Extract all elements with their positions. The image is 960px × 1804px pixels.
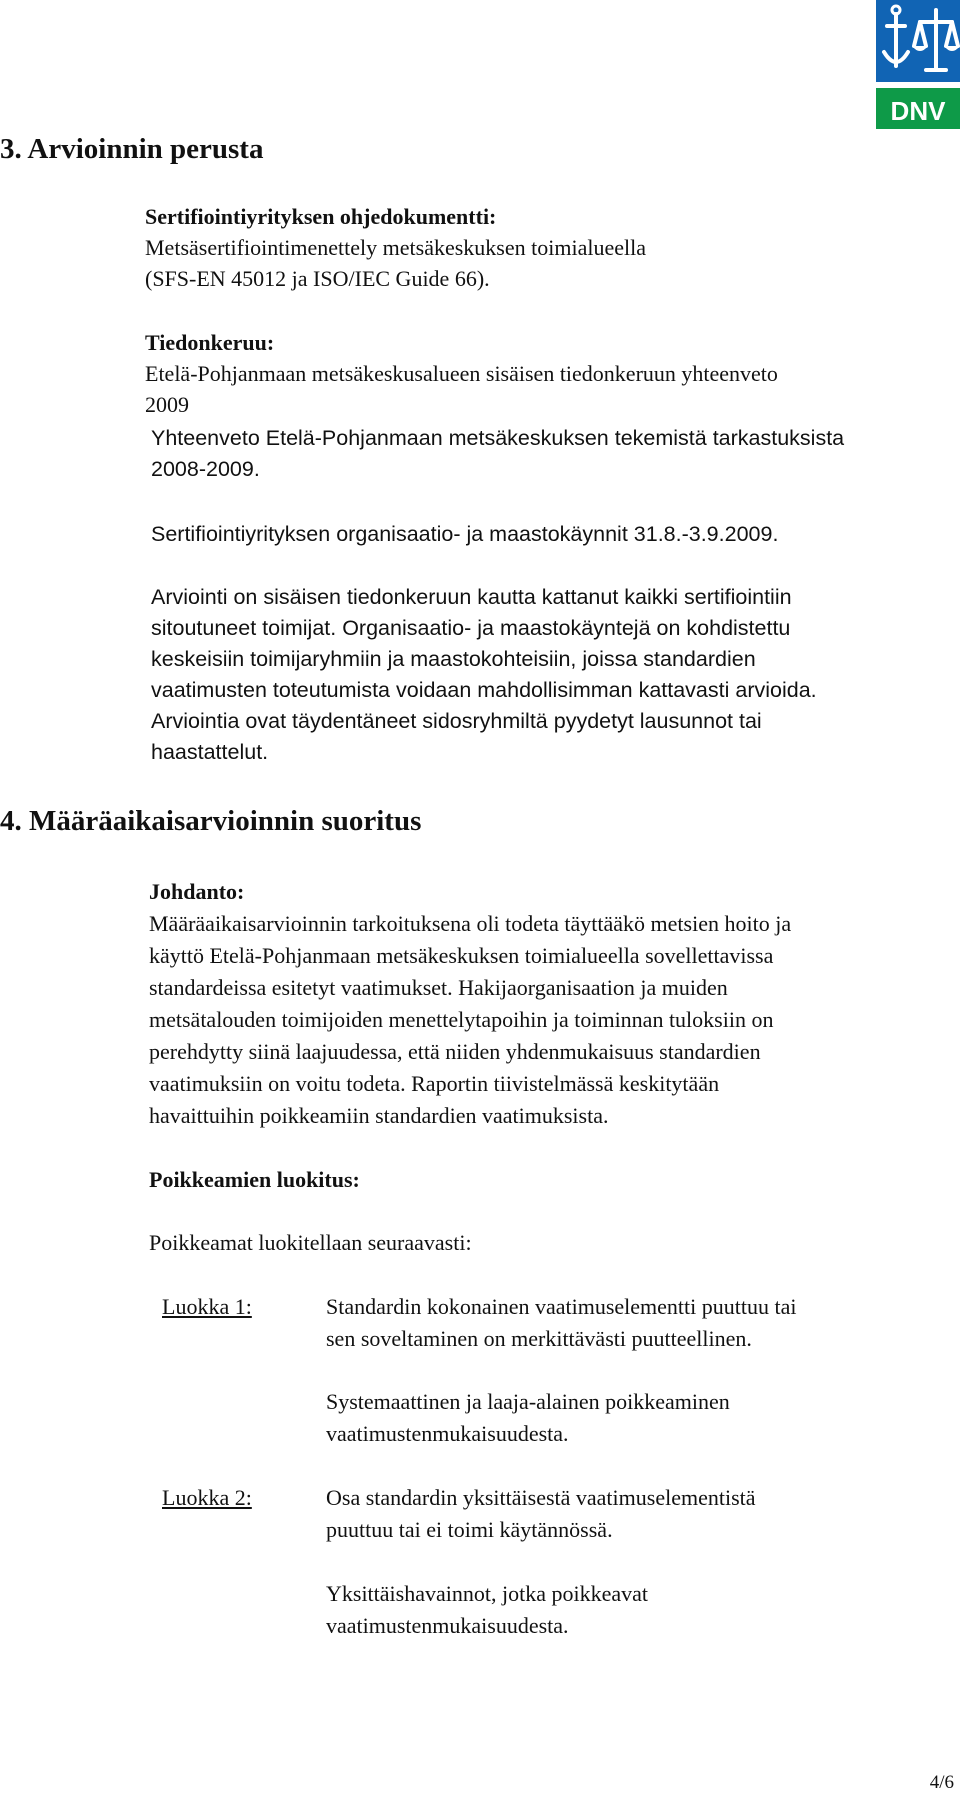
class-2-desc-line: Yksittäishavainnot, jotka poikkeavat — [326, 1581, 648, 1606]
class-2-desc-line: puuttuu tai ei toimi käytännössä. — [326, 1517, 613, 1542]
class-1-desc-line: Systemaattinen ja laaja-alainen poikkeaminen — [326, 1389, 730, 1414]
assessment-line: Arviointia ovat täydentäneet sidosryhmiltä pyydetyt lausunnot tai — [151, 709, 762, 733]
intro-line: perehdytty siinä laajuudessa, että niiden yhdenmukaisuus standardien — [149, 1039, 761, 1064]
intro-line: havaittuihin poikkeamiin standardien vaatimuksista. — [149, 1103, 609, 1128]
guide-line: (SFS-EN 45012 ja ISO/IEC Guide 66). — [145, 266, 490, 291]
visits-line: Sertifiointiyrityksen organisaatio- ja maastokäynnit 31.8.-3.9.2009. — [151, 522, 779, 546]
collection-label: Tiedonkeruu: — [145, 330, 275, 355]
assessment-line: vaatimusten toteutumista voidaan mahdollisimman kattavasti arvioida. — [151, 678, 817, 702]
collection-line: Yhteenveto Etelä-Pohjanmaan metsäkeskuksen tekemistä tarkastuksista — [151, 426, 845, 450]
collection-line: 2009 — [145, 392, 189, 417]
class-2-name: Luokka 2: — [162, 1485, 252, 1510]
dnv-logo — [876, 0, 960, 129]
class-1-desc-line: sen soveltaminen on merkittävästi puutteellinen. — [326, 1326, 752, 1351]
collection-line: Etelä-Pohjanmaan metsäkeskusalueen sisäisen tiedonkeruun yhteenveto — [145, 361, 778, 386]
intro-label: Johdanto: — [149, 879, 245, 904]
assessment-line: sitoutuneet toimijat. Organisaatio- ja maastokäyntejä on kohdistettu — [151, 616, 791, 640]
intro-line: standardeissa esitetyt vaatimukset. Hakijaorganisaation ja muiden — [149, 975, 728, 1000]
class-1-desc-line: vaatimustenmukaisuudesta. — [326, 1421, 569, 1446]
classification-intro: Poikkeamat luokitellaan seuraavasti: — [149, 1230, 472, 1255]
intro-line: käyttö Etelä-Pohjanmaan metsäkeskuksen toimialueella sovellettavissa — [149, 943, 774, 968]
section-4-heading: 4. Määräaikaisarvioinnin suoritus — [0, 805, 422, 837]
class-2-desc-line: Osa standardin yksittäisestä vaatimuselementistä — [326, 1485, 756, 1510]
intro-line: vaatimuksiin on voitu todeta. Raportin tiivistelmässä keskitytään — [149, 1071, 720, 1096]
class-1-desc-line: Standardin kokonainen vaatimuselementti puuttuu tai — [326, 1294, 797, 1319]
assessment-line: keskeisiin toimijaryhmiin ja maastokohteisiin, joissa standardien — [151, 647, 756, 671]
logo-text: DNV — [890, 96, 946, 126]
intro-line: Määräaikaisarvioinnin tarkoituksena oli todeta täyttääkö metsien hoito ja — [149, 911, 792, 936]
assessment-line: Arviointi on sisäisen tiedonkeruun kautta kattanut kaikki sertifiointiin — [151, 585, 792, 609]
classification-label: Poikkeamien luokitus: — [149, 1167, 360, 1192]
class-1-name: Luokka 1: — [162, 1294, 252, 1319]
section-3-heading: 3. Arvioinnin perusta — [0, 133, 264, 165]
guide-label: Sertifiointiyrityksen ohjedokumentti: — [145, 204, 497, 229]
class-2-desc-line: vaatimustenmukaisuudesta. — [326, 1613, 569, 1638]
guide-line: Metsäsertifiointimenettely metsäkeskuksen toimialueella — [145, 235, 646, 260]
assessment-line: haastattelut. — [151, 740, 269, 764]
intro-line: metsätalouden toimijoiden menettelytapoihin ja toiminnan tuloksiin on — [149, 1007, 774, 1032]
collection-line: 2008-2009. — [151, 457, 260, 481]
page-number: 4/6 — [929, 1772, 954, 1793]
